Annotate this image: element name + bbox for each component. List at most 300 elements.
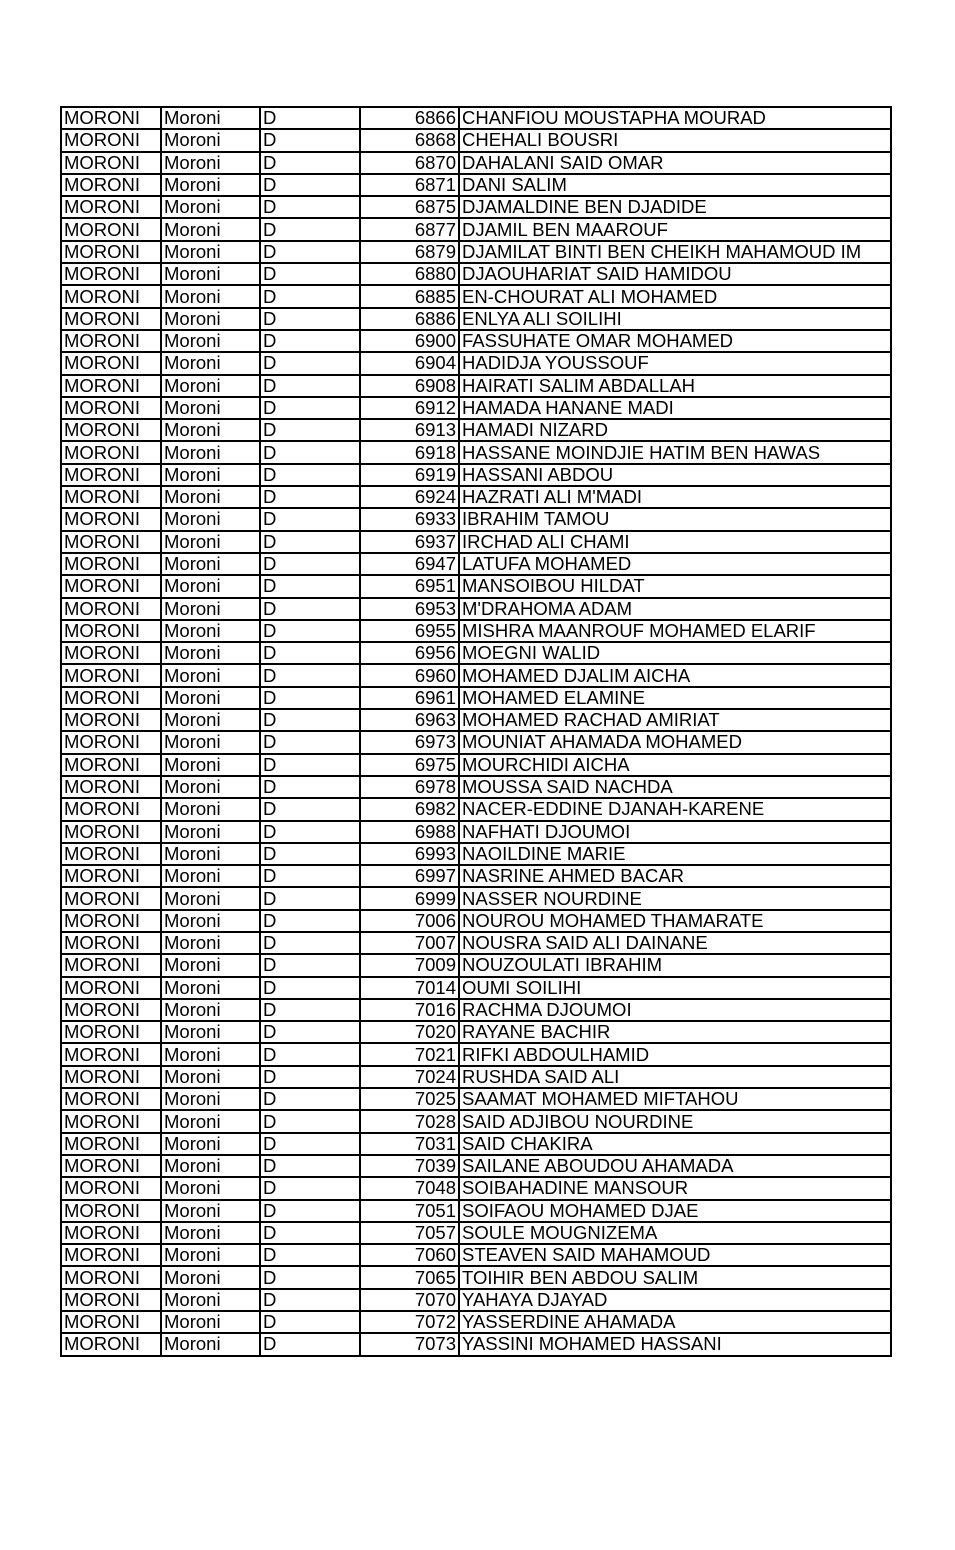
candidate-number-cell: 7025 <box>360 1088 459 1110</box>
series-cell: D <box>260 1266 360 1288</box>
region-cell: MORONI <box>61 1155 161 1177</box>
table-row <box>61 441 891 463</box>
candidate-number-cell: 6993 <box>360 843 459 865</box>
region-cell: MORONI <box>61 419 161 441</box>
candidate-number-cell: 6875 <box>360 196 459 218</box>
region-cell: MORONI <box>61 285 161 307</box>
candidate-name-cell: MISHRA MAANROUF MOHAMED ELARIF <box>459 620 891 642</box>
candidate-name-cell: DJAMALDINE BEN DJADIDE <box>459 196 891 218</box>
series-cell: D <box>260 508 360 530</box>
table-row <box>61 1155 891 1177</box>
region-cell: MORONI <box>61 441 161 463</box>
city-cell: Moroni <box>161 218 260 240</box>
series-cell: D <box>260 285 360 307</box>
series-cell: D <box>260 129 360 151</box>
candidate-name-cell: DJAMILAT BINTI BEN CHEIKH MAHAMOUD IM <box>459 241 891 263</box>
series-cell: D <box>260 731 360 753</box>
table-row <box>61 285 891 307</box>
series-cell: D <box>260 107 360 129</box>
candidate-number-cell: 7006 <box>360 910 459 932</box>
candidate-number-cell: 6918 <box>360 441 459 463</box>
region-cell: MORONI <box>61 1043 161 1065</box>
city-cell: Moroni <box>161 798 260 820</box>
series-cell: D <box>260 1021 360 1043</box>
city-cell: Moroni <box>161 553 260 575</box>
table-row <box>61 1200 891 1222</box>
candidate-name-cell: CHEHALI BOUSRI <box>459 129 891 151</box>
table-row <box>61 375 891 397</box>
city-cell: Moroni <box>161 575 260 597</box>
region-cell: MORONI <box>61 263 161 285</box>
candidate-name-cell: SAID CHAKIRA <box>459 1133 891 1155</box>
city-cell: Moroni <box>161 999 260 1021</box>
candidate-number-cell: 6973 <box>360 731 459 753</box>
region-cell: MORONI <box>61 1200 161 1222</box>
series-cell: D <box>260 798 360 820</box>
region-cell: MORONI <box>61 575 161 597</box>
region-cell: MORONI <box>61 887 161 909</box>
region-cell: MORONI <box>61 598 161 620</box>
city-cell: Moroni <box>161 954 260 976</box>
series-cell: D <box>260 330 360 352</box>
candidate-name-cell: DAHALANI SAID OMAR <box>459 152 891 174</box>
table-row <box>61 397 891 419</box>
city-cell: Moroni <box>161 598 260 620</box>
city-cell: Moroni <box>161 1021 260 1043</box>
series-cell: D <box>260 419 360 441</box>
region-cell: MORONI <box>61 196 161 218</box>
candidate-name-cell: HAMADI NIZARD <box>459 419 891 441</box>
table-row <box>61 1289 891 1311</box>
city-cell: Moroni <box>161 887 260 909</box>
candidate-number-cell: 7016 <box>360 999 459 1021</box>
table-row <box>61 263 891 285</box>
city-cell: Moroni <box>161 910 260 932</box>
candidate-number-cell: 6947 <box>360 553 459 575</box>
city-cell: Moroni <box>161 843 260 865</box>
table-row <box>61 152 891 174</box>
series-cell: D <box>260 843 360 865</box>
region-cell: MORONI <box>61 910 161 932</box>
series-cell: D <box>260 531 360 553</box>
city-cell: Moroni <box>161 754 260 776</box>
region-cell: MORONI <box>61 531 161 553</box>
city-cell: Moroni <box>161 352 260 374</box>
region-cell: MORONI <box>61 308 161 330</box>
region-cell: MORONI <box>61 1066 161 1088</box>
table-row <box>61 1066 891 1088</box>
candidate-number-cell: 6868 <box>360 129 459 151</box>
series-cell: D <box>260 1133 360 1155</box>
candidate-number-cell: 7028 <box>360 1110 459 1132</box>
candidate-name-cell: OUMI SOILIHI <box>459 977 891 999</box>
candidate-number-cell: 7073 <box>360 1333 459 1355</box>
city-cell: Moroni <box>161 531 260 553</box>
candidate-name-cell: DJAOUHARIAT SAID HAMIDOU <box>459 263 891 285</box>
series-cell: D <box>260 1110 360 1132</box>
table-row <box>61 954 891 976</box>
candidate-number-cell: 6866 <box>360 107 459 129</box>
region-cell: MORONI <box>61 1244 161 1266</box>
region-cell: MORONI <box>61 999 161 1021</box>
table-row <box>61 843 891 865</box>
candidate-name-cell: NOUROU MOHAMED THAMARATE <box>459 910 891 932</box>
table-row <box>61 620 891 642</box>
candidate-name-cell: HAMADA HANANE MADI <box>459 397 891 419</box>
series-cell: D <box>260 664 360 686</box>
city-cell: Moroni <box>161 486 260 508</box>
table-row <box>61 910 891 932</box>
city-cell: Moroni <box>161 508 260 530</box>
candidate-number-cell: 6955 <box>360 620 459 642</box>
city-cell: Moroni <box>161 1177 260 1199</box>
region-cell: MORONI <box>61 954 161 976</box>
table-row <box>61 1222 891 1244</box>
table-row <box>61 308 891 330</box>
candidate-name-cell: MOUSSA SAID NACHDA <box>459 776 891 798</box>
candidate-number-cell: 6885 <box>360 285 459 307</box>
table-row <box>61 664 891 686</box>
candidate-number-cell: 6953 <box>360 598 459 620</box>
candidate-name-cell: NACER-EDDINE DJANAH-KARENE <box>459 798 891 820</box>
region-cell: MORONI <box>61 152 161 174</box>
series-cell: D <box>260 352 360 374</box>
series-cell: D <box>260 1244 360 1266</box>
city-cell: Moroni <box>161 1155 260 1177</box>
city-cell: Moroni <box>161 731 260 753</box>
region-cell: MORONI <box>61 731 161 753</box>
table-row <box>61 1088 891 1110</box>
city-cell: Moroni <box>161 865 260 887</box>
series-cell: D <box>260 263 360 285</box>
region-cell: MORONI <box>61 1177 161 1199</box>
city-cell: Moroni <box>161 776 260 798</box>
table-row <box>61 887 891 909</box>
candidate-name-cell: IRCHAD ALI CHAMI <box>459 531 891 553</box>
series-cell: D <box>260 776 360 798</box>
series-cell: D <box>260 954 360 976</box>
city-cell: Moroni <box>161 1088 260 1110</box>
city-cell: Moroni <box>161 1222 260 1244</box>
city-cell: Moroni <box>161 330 260 352</box>
series-cell: D <box>260 887 360 909</box>
results-table <box>60 106 892 1357</box>
table-row <box>61 241 891 263</box>
series-cell: D <box>260 375 360 397</box>
table-row <box>61 1311 891 1333</box>
candidate-number-cell: 6900 <box>360 330 459 352</box>
series-cell: D <box>260 977 360 999</box>
candidate-number-cell: 6933 <box>360 508 459 530</box>
table-row <box>61 865 891 887</box>
region-cell: MORONI <box>61 218 161 240</box>
candidate-name-cell: MOHAMED ELAMINE <box>459 687 891 709</box>
candidate-number-cell: 7060 <box>360 1244 459 1266</box>
series-cell: D <box>260 174 360 196</box>
region-cell: MORONI <box>61 486 161 508</box>
candidate-number-cell: 6988 <box>360 821 459 843</box>
series-cell: D <box>260 1333 360 1355</box>
region-cell: MORONI <box>61 1289 161 1311</box>
series-cell: D <box>260 1289 360 1311</box>
table-row <box>61 174 891 196</box>
city-cell: Moroni <box>161 397 260 419</box>
candidate-number-cell: 6982 <box>360 798 459 820</box>
series-cell: D <box>260 642 360 664</box>
region-cell: MORONI <box>61 1311 161 1333</box>
candidate-number-cell: 7039 <box>360 1155 459 1177</box>
series-cell: D <box>260 441 360 463</box>
table-row <box>61 464 891 486</box>
candidate-number-cell: 6913 <box>360 419 459 441</box>
city-cell: Moroni <box>161 1133 260 1155</box>
table-row <box>61 107 891 129</box>
region-cell: MORONI <box>61 397 161 419</box>
series-cell: D <box>260 865 360 887</box>
table-row <box>61 531 891 553</box>
candidate-number-cell: 6961 <box>360 687 459 709</box>
region-cell: MORONI <box>61 1333 161 1355</box>
candidate-name-cell: M'DRAHOMA ADAM <box>459 598 891 620</box>
city-cell: Moroni <box>161 174 260 196</box>
series-cell: D <box>260 1177 360 1199</box>
candidate-number-cell: 7020 <box>360 1021 459 1043</box>
region-cell: MORONI <box>61 352 161 374</box>
candidate-number-cell: 6870 <box>360 152 459 174</box>
region-cell: MORONI <box>61 330 161 352</box>
candidate-number-cell: 7014 <box>360 977 459 999</box>
region-cell: MORONI <box>61 1222 161 1244</box>
city-cell: Moroni <box>161 152 260 174</box>
city-cell: Moroni <box>161 375 260 397</box>
candidate-name-cell: DANI SALIM <box>459 174 891 196</box>
candidate-number-cell: 6999 <box>360 887 459 909</box>
candidate-number-cell: 6963 <box>360 709 459 731</box>
region-cell: MORONI <box>61 977 161 999</box>
candidate-number-cell: 7007 <box>360 932 459 954</box>
candidate-number-cell: 6997 <box>360 865 459 887</box>
city-cell: Moroni <box>161 1043 260 1065</box>
series-cell: D <box>260 1043 360 1065</box>
candidate-number-cell: 6960 <box>360 664 459 686</box>
table-row <box>61 1021 891 1043</box>
candidate-number-cell: 6951 <box>360 575 459 597</box>
region-cell: MORONI <box>61 843 161 865</box>
candidate-name-cell: HAZRATI ALI M'MADI <box>459 486 891 508</box>
region-cell: MORONI <box>61 174 161 196</box>
candidate-number-cell: 6879 <box>360 241 459 263</box>
series-cell: D <box>260 553 360 575</box>
candidate-number-cell: 7048 <box>360 1177 459 1199</box>
candidate-number-cell: 6978 <box>360 776 459 798</box>
city-cell: Moroni <box>161 709 260 731</box>
city-cell: Moroni <box>161 308 260 330</box>
candidate-name-cell: YAHAYA DJAYAD <box>459 1289 891 1311</box>
table-row <box>61 1110 891 1132</box>
candidate-number-cell: 6871 <box>360 174 459 196</box>
candidate-number-cell: 6908 <box>360 375 459 397</box>
candidate-number-cell: 7065 <box>360 1266 459 1288</box>
series-cell: D <box>260 196 360 218</box>
region-cell: MORONI <box>61 107 161 129</box>
series-cell: D <box>260 999 360 1021</box>
candidate-name-cell: NASRINE AHMED BACAR <box>459 865 891 887</box>
candidate-name-cell: NAFHATI DJOUMOI <box>459 821 891 843</box>
table-row <box>61 508 891 530</box>
region-cell: MORONI <box>61 508 161 530</box>
candidate-number-cell: 6924 <box>360 486 459 508</box>
candidate-number-cell: 7024 <box>360 1066 459 1088</box>
series-cell: D <box>260 1066 360 1088</box>
table-row <box>61 486 891 508</box>
candidate-number-cell: 6956 <box>360 642 459 664</box>
city-cell: Moroni <box>161 464 260 486</box>
series-cell: D <box>260 910 360 932</box>
series-cell: D <box>260 241 360 263</box>
region-cell: MORONI <box>61 1133 161 1155</box>
series-cell: D <box>260 464 360 486</box>
candidate-number-cell: 6880 <box>360 263 459 285</box>
table-row <box>61 352 891 374</box>
candidate-name-cell: IBRAHIM TAMOU <box>459 508 891 530</box>
table-row <box>61 731 891 753</box>
candidate-name-cell: MOUNIAT AHAMADA MOHAMED <box>459 731 891 753</box>
candidate-number-cell: 6877 <box>360 218 459 240</box>
city-cell: Moroni <box>161 1266 260 1288</box>
candidate-name-cell: DJAMIL BEN MAAROUF <box>459 218 891 240</box>
city-cell: Moroni <box>161 620 260 642</box>
city-cell: Moroni <box>161 1200 260 1222</box>
region-cell: MORONI <box>61 375 161 397</box>
candidate-number-cell: 7072 <box>360 1311 459 1333</box>
series-cell: D <box>260 575 360 597</box>
series-cell: D <box>260 1311 360 1333</box>
region-cell: MORONI <box>61 553 161 575</box>
table-row <box>61 1266 891 1288</box>
city-cell: Moroni <box>161 1333 260 1355</box>
table-row <box>61 1333 891 1355</box>
candidate-number-cell: 6975 <box>360 754 459 776</box>
table-row <box>61 1244 891 1266</box>
candidate-number-cell: 7009 <box>360 954 459 976</box>
candidate-name-cell: HASSANE MOINDJIE HATIM BEN HAWAS <box>459 441 891 463</box>
city-cell: Moroni <box>161 1066 260 1088</box>
city-cell: Moroni <box>161 107 260 129</box>
series-cell: D <box>260 1088 360 1110</box>
table-row <box>61 553 891 575</box>
series-cell: D <box>260 709 360 731</box>
city-cell: Moroni <box>161 932 260 954</box>
city-cell: Moroni <box>161 1110 260 1132</box>
candidate-name-cell: EN-CHOURAT ALI MOHAMED <box>459 285 891 307</box>
table-row <box>61 330 891 352</box>
candidate-name-cell: SAID ADJIBOU NOURDINE <box>459 1110 891 1132</box>
region-cell: MORONI <box>61 776 161 798</box>
candidate-name-cell: RIFKI ABDOULHAMID <box>459 1043 891 1065</box>
candidate-name-cell: STEAVEN SAID MAHAMOUD <box>459 1244 891 1266</box>
candidate-name-cell: MOHAMED DJALIM AICHA <box>459 664 891 686</box>
candidate-name-cell: YASSINI MOHAMED HASSANI <box>459 1333 891 1355</box>
region-cell: MORONI <box>61 1021 161 1043</box>
series-cell: D <box>260 1222 360 1244</box>
candidate-number-cell: 6937 <box>360 531 459 553</box>
candidate-number-cell: 6912 <box>360 397 459 419</box>
region-cell: MORONI <box>61 798 161 820</box>
candidate-name-cell: NOUSRA SAID ALI DAINANE <box>459 932 891 954</box>
table-row <box>61 218 891 240</box>
city-cell: Moroni <box>161 241 260 263</box>
table-row <box>61 999 891 1021</box>
candidate-name-cell: HASSANI ABDOU <box>459 464 891 486</box>
candidate-name-cell: NASSER NOURDINE <box>459 887 891 909</box>
city-cell: Moroni <box>161 285 260 307</box>
table-row <box>61 687 891 709</box>
candidate-number-cell: 7031 <box>360 1133 459 1155</box>
region-cell: MORONI <box>61 664 161 686</box>
candidate-name-cell: TOIHIR BEN ABDOU SALIM <box>459 1266 891 1288</box>
series-cell: D <box>260 598 360 620</box>
table-row <box>61 1043 891 1065</box>
table-row <box>61 932 891 954</box>
city-cell: Moroni <box>161 664 260 686</box>
city-cell: Moroni <box>161 196 260 218</box>
candidate-name-cell: HADIDJA YOUSSOUF <box>459 352 891 374</box>
region-cell: MORONI <box>61 932 161 954</box>
region-cell: MORONI <box>61 1088 161 1110</box>
series-cell: D <box>260 308 360 330</box>
region-cell: MORONI <box>61 687 161 709</box>
candidate-number-cell: 6904 <box>360 352 459 374</box>
city-cell: Moroni <box>161 977 260 999</box>
candidate-number-cell: 7070 <box>360 1289 459 1311</box>
candidate-number-cell: 6919 <box>360 464 459 486</box>
series-cell: D <box>260 687 360 709</box>
region-cell: MORONI <box>61 241 161 263</box>
city-cell: Moroni <box>161 441 260 463</box>
candidate-name-cell: MANSOIBOU HILDAT <box>459 575 891 597</box>
candidate-name-cell: MOHAMED RACHAD AMIRIAT <box>459 709 891 731</box>
city-cell: Moroni <box>161 1289 260 1311</box>
candidate-name-cell: SOIFAOU MOHAMED DJAE <box>459 1200 891 1222</box>
region-cell: MORONI <box>61 464 161 486</box>
candidate-name-cell: SOIBAHADINE MANSOUR <box>459 1177 891 1199</box>
candidate-name-cell: RAYANE BACHIR <box>459 1021 891 1043</box>
region-cell: MORONI <box>61 865 161 887</box>
table-row <box>61 196 891 218</box>
candidate-number-cell: 7021 <box>360 1043 459 1065</box>
candidate-number-cell: 7051 <box>360 1200 459 1222</box>
series-cell: D <box>260 152 360 174</box>
table-row <box>61 821 891 843</box>
city-cell: Moroni <box>161 419 260 441</box>
table-row <box>61 798 891 820</box>
city-cell: Moroni <box>161 1311 260 1333</box>
candidate-name-cell: ENLYA ALI SOILIHI <box>459 308 891 330</box>
candidate-name-cell: HAIRATI SALIM ABDALLAH <box>459 375 891 397</box>
region-cell: MORONI <box>61 821 161 843</box>
series-cell: D <box>260 821 360 843</box>
candidate-name-cell: SAAMAT MOHAMED MIFTAHOU <box>459 1088 891 1110</box>
table-row <box>61 709 891 731</box>
candidate-name-cell: NAOILDINE MARIE <box>459 843 891 865</box>
table-row <box>61 1133 891 1155</box>
table-row <box>61 642 891 664</box>
table-row <box>61 129 891 151</box>
region-cell: MORONI <box>61 754 161 776</box>
region-cell: MORONI <box>61 709 161 731</box>
region-cell: MORONI <box>61 129 161 151</box>
table-row <box>61 419 891 441</box>
